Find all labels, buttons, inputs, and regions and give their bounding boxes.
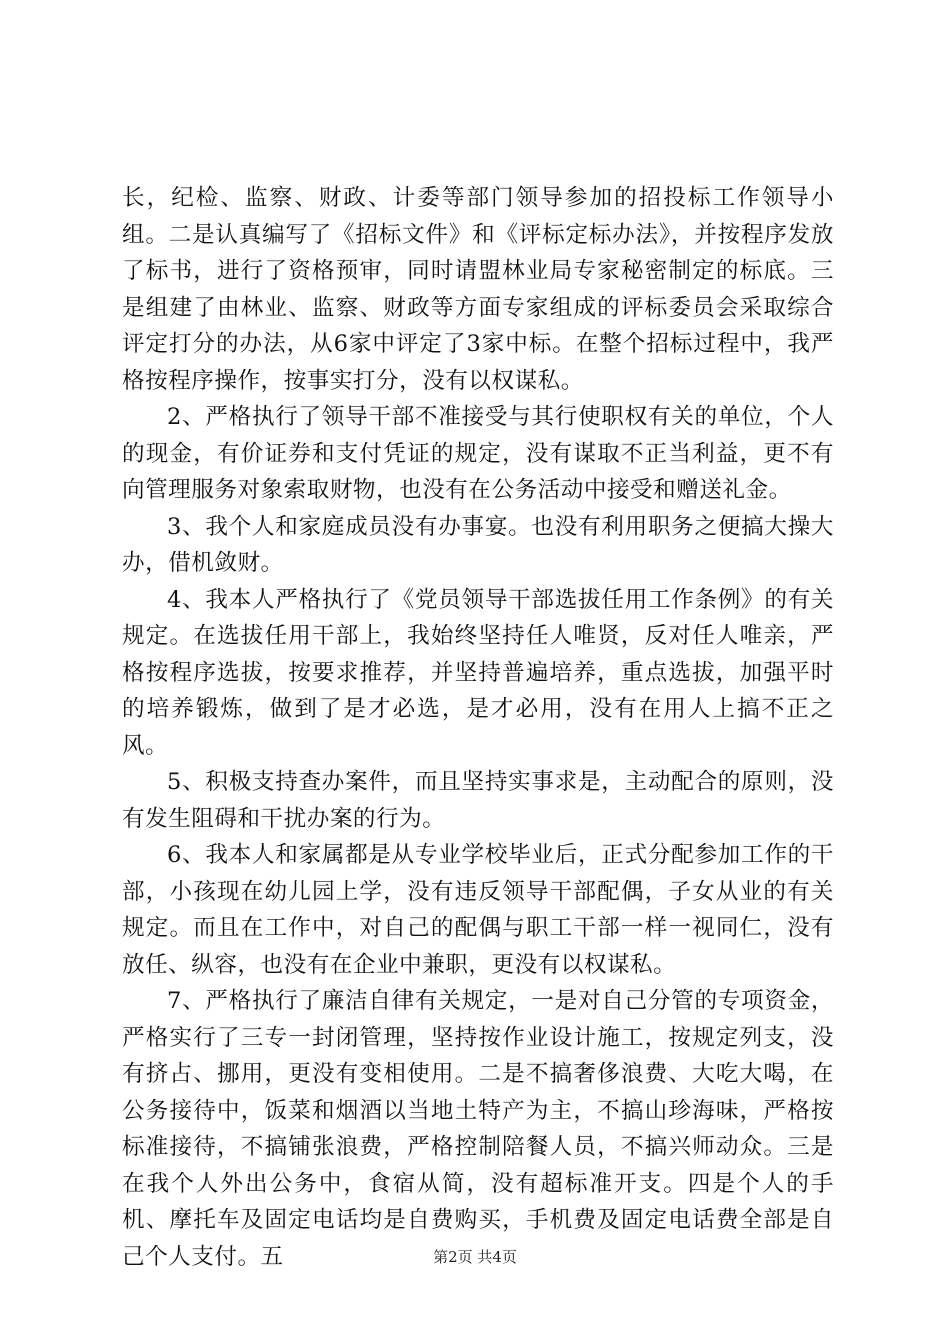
paragraph-continuation: 长，纪检、监察、财政、计委等部门领导参加的招投标工作领导小组。二是认真编写了《招标文件》和《评标定标办法》，并按程序发放了标书，进行了资格预审，同时请盟林业局专家秘密制定的标底。三是组建了由林业、监察、财政等方面专家组成的评标委员会采取综合评定打分的办法，从6家中评定了3家中标。在整个招标过程中，我严格按程序操作，按事实打分，没有以权谋私。 bbox=[122, 185, 834, 394]
paragraph-item-3: 3、我个人和家庭成员没有办事宴。也没有利用职务之便搞大操大办，借机敛财。 bbox=[122, 513, 834, 576]
paragraph-item-5: 5、积极支持查办案件，而且坚持实事求是，主动配合的原则，没有发生阻碍和干扰办案的行为。 bbox=[122, 769, 834, 832]
document-body bbox=[122, 180, 834, 1275]
paragraph-item-7: 7、严格执行了廉洁自律有关规定，一是对自己分管的专项资金，严格实行了三专一封闭管理，坚持按作业设计施工，按规定列支，没有挤占、挪用，更没有变相使用。二是不搞奢侈浪费、大吃大喝，在公务接待中，饭菜和烟酒以当地土特产为主，不搞山珍海味，严格按标准接待，不搞铺张浪费，严格控制陪餐人员，不搞兴师动众。三是在我个人外出公务中，食宿从简，没有超标准开支。四是个人的手机、摩托车及固定电话均是自费购买，手机费及固定电话费全部是自己个人支付。五 bbox=[122, 988, 834, 1270]
paragraph-item-4: 4、我本人严格执行了《党员领导干部选拔任用工作条例》的有关规定。在选拔任用干部上，我始终坚持任人唯贤，反对任人唯亲，严格按程序选拔，按要求推荐，并坚持普遍培养，重点选拔，加强平时的培养锻炼，做到了是才必选，是才必用，没有在用人上搞不正之风。 bbox=[122, 586, 834, 759]
paragraph-item-6: 6、我本人和家属都是从专业学校毕业后，正式分配参加工作的干部，小孩现在幼儿园上学，没有违反领导干部配偶，子女从业的有关规定。而且在工作中，对自己的配偶与职工干部一样一视同仁，没有放任、纵容，也没有在企业中兼职，更没有以权谋私。 bbox=[122, 842, 834, 978]
paragraph-item-2: 2、严格执行了领导干部不准接受与其行使职权有关的单位，个人的现金，有价证券和支付凭证的规定，没有谋取不正当利益，更不有向管理服务对象索取财物，也没有在公务活动中接受和赠送礼金。 bbox=[122, 404, 834, 503]
page-number-footer: 第2页 共4页 bbox=[433, 1248, 517, 1266]
